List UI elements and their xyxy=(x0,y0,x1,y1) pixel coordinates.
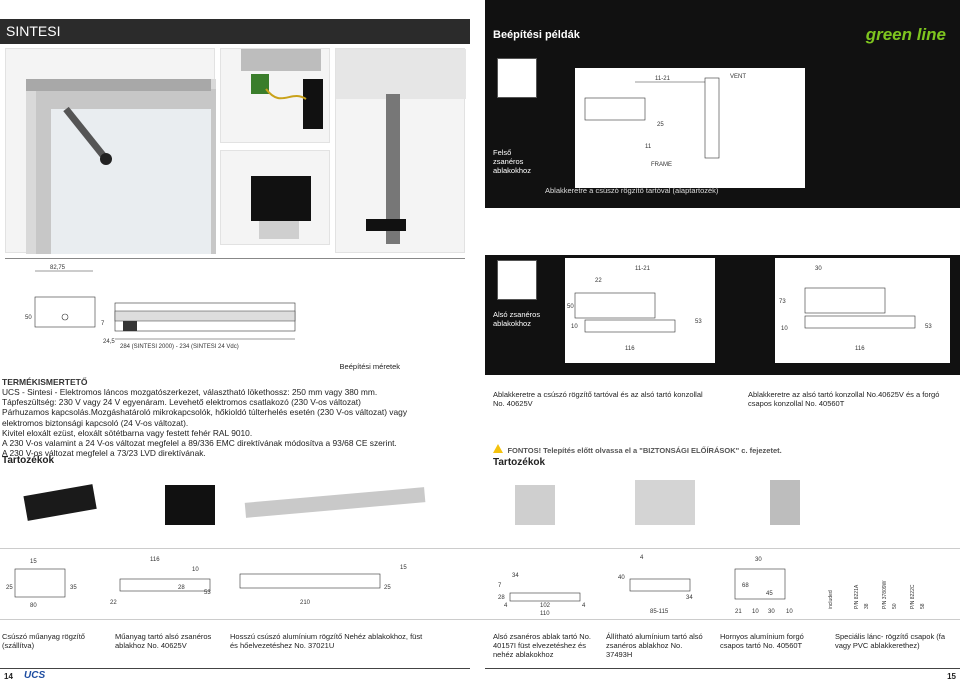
lower-b-dim-3: 10 xyxy=(781,326,788,332)
window-photo-illustration xyxy=(6,49,216,254)
acc0-dim-0: 15 xyxy=(30,559,37,565)
acc3-dim-0: 34 xyxy=(512,573,519,579)
accessory-caption-4: Állítható alumínium tartó alsó zsanéros ablakhoz No. 37493H xyxy=(606,632,703,659)
warning-text: FONTOS! Telepítés előtt olvassa el a "BIZTONSÁGI ELŐÍRÁSOK" c. fejezetet. xyxy=(507,446,782,455)
lower-a-dim-1: 11-21 xyxy=(635,266,650,272)
motor-illustration xyxy=(221,49,331,144)
acc6-dim-0: included xyxy=(828,590,834,609)
chain-photo xyxy=(335,48,465,253)
acc5-dim-6: 10 xyxy=(786,609,793,615)
drawing-caption: Beépítési méretek xyxy=(339,362,400,371)
upper-hinged-panel xyxy=(485,48,960,208)
lower-drawing-a-svg xyxy=(565,258,715,363)
accessories-title-right: Tartozékok xyxy=(493,457,546,468)
accessory-caption-1: Műanyag tartó alsó zsanéros ablakhoz No. 40625V xyxy=(115,632,212,650)
accessory-drawings xyxy=(0,548,960,620)
bracket-illustration xyxy=(221,151,331,246)
acc5-dim-4: 10 xyxy=(752,609,759,615)
acc4-dim-2: 34 xyxy=(686,595,693,601)
acc6-dim-3: P/N 37809W xyxy=(882,580,888,609)
footer-rule-right xyxy=(485,668,960,669)
lower-caption-a: Ablakkeretre a csúszó rögzítő tartóval és az alsó tartó konzollal No. 40625V xyxy=(493,390,703,408)
acc4-dim-1: 40 xyxy=(618,575,625,581)
right-header-bar xyxy=(485,0,960,48)
upper-dim-2: 11 xyxy=(645,144,652,150)
chain-illustration xyxy=(336,49,466,254)
accessory-caption-3: Alsó zsanéros ablak tartó No. 40157I füst elvezetéshez és nehéz ablakokhoz xyxy=(493,632,591,659)
left-header-bar xyxy=(0,19,470,44)
lower-a-dim-6: 116 xyxy=(625,346,635,352)
upper-window-icon xyxy=(497,58,537,98)
lower-b-dim-1: 30 xyxy=(815,266,822,272)
upper-dim-frame: FRAME xyxy=(651,162,672,168)
acc1-dim-3: 28 xyxy=(178,585,185,591)
acc1-dim-0: 116 xyxy=(150,557,160,563)
acc0-dim-3: 35 xyxy=(70,585,77,591)
accessory-caption-0: Csúszó műanyag rögzítő (szállítva) xyxy=(2,632,85,650)
acc4-dim-3: 85-115 xyxy=(650,609,669,615)
lower-caption-b: Ablakkeretre az alsó tartó konzollal No.40625V és a forgó csapos konzollal No. 40560T xyxy=(748,390,940,408)
lower-window-icon xyxy=(497,260,537,300)
dim-offset: 7 xyxy=(101,321,105,327)
accessory-caption-2: Hosszú csúszó alumínium rögzítő Nehéz ablakokhoz, füst és hőelvezetéshez No. 37021U xyxy=(230,632,423,650)
spec-line-2: Párhuzamos kapcsolás.Mozgáshatároló mikrokapcsolók, hőkioldó túlterhelés esetén (230 V-os változat) vagy xyxy=(2,407,408,418)
acc5-dim-5: 30 xyxy=(768,609,775,615)
acc6-dim-4: 50 xyxy=(892,603,898,609)
upper-dim-vent: VENT xyxy=(730,74,747,80)
accessory-drawings-svg xyxy=(0,549,960,621)
spec-line-3: elektromos biztonsági kapcsoló (24 V-os változat). xyxy=(2,417,189,428)
installation-dimensions-drawing xyxy=(5,258,465,350)
motor-photo xyxy=(220,48,330,143)
ucs-logo: UCS xyxy=(24,670,46,681)
acc1-dim-2: 22 xyxy=(110,600,117,606)
dim-length: 284 (SINTESI 2000) - 234 (SINTESI 24 Vdc) xyxy=(120,344,239,350)
acc6-dim-2: 38 xyxy=(864,603,870,609)
acc4-dim-0: 4 xyxy=(640,555,644,561)
acc6-dim-5: P/N 8222C xyxy=(910,584,916,609)
upper-drawing-svg xyxy=(575,68,805,188)
section-title: Beépítési példák xyxy=(493,29,580,41)
acc5-dim-0: 30 xyxy=(755,557,762,563)
acc3-dim-1: 7 xyxy=(498,583,502,589)
lower-drawing-b-svg xyxy=(775,258,950,363)
spec-line-5: A 230 V-os valamint a 24 V-os változat megfelel a 89/336 EMC direktívának módosítva a 93/68 CE szerint. xyxy=(2,438,397,449)
acc5-dim-1: 68 xyxy=(742,583,749,589)
actuator-side-drawing xyxy=(5,259,465,351)
page-title: SINTESI xyxy=(6,23,61,39)
acc3-dim-5: 110 xyxy=(540,611,550,617)
acc0-dim-1: 25 xyxy=(6,585,13,591)
acc5-dim-2: 45 xyxy=(766,591,773,597)
upper-caption: Ablakkeretre a csúszó rögzítő tartóval (alaptartozék) xyxy=(545,186,719,195)
upper-label-text: Felső zsanéros ablakokhoz xyxy=(493,148,531,175)
acc3-dim-2: 28 xyxy=(498,595,505,601)
spec-line-4: Kivitel eloxált ezüst, eloxált sötétbarna vagy festett fehér RAL 9010. xyxy=(2,427,253,438)
brand-logo: green line xyxy=(865,25,946,44)
acc2-dim-1: 210 xyxy=(300,600,311,606)
spec-line-6: A 230 V-os változat megfelel a 73/23 LVD direktívának. xyxy=(2,448,206,459)
lower-b-dim-5: 116 xyxy=(855,346,865,352)
lower-a-dim-5: 53 xyxy=(695,319,702,325)
lower-hinged-panel xyxy=(485,255,960,375)
lower-drawing-a xyxy=(565,258,715,363)
footer-rule-left xyxy=(0,668,470,669)
upper-dim-1: 11-21 xyxy=(655,76,670,82)
spec-line-1: Tápfeszültség: 230 V vagy 24 V egyenáram. Levehető elektromos csatlakozó (230 V-os változat) xyxy=(2,397,361,408)
accessories-title-left: Tartozékok xyxy=(2,455,55,466)
dim-height: 50 xyxy=(25,315,32,321)
warning-note xyxy=(493,440,953,458)
accessory-photos xyxy=(5,470,955,540)
page-number-right: 15 xyxy=(947,672,956,681)
acc6-dim-1: P/N 8221A xyxy=(854,584,860,609)
acc1-dim-1: 10 xyxy=(192,567,199,573)
acc5-dim-3: 21 xyxy=(735,609,742,615)
acc2-dim-2: 25 xyxy=(384,585,391,591)
lower-label-text: Alsó zsanéros ablakokhoz xyxy=(493,310,541,328)
acc6-dim-6: 58 xyxy=(920,603,926,609)
dim-24-5: 24,5 xyxy=(103,339,115,345)
page-number-left: 14 xyxy=(4,672,13,681)
acc0-dim-2: 80 xyxy=(30,603,37,609)
acc2-dim-0: 15 xyxy=(400,565,407,571)
lower-a-dim-3: 50 xyxy=(567,304,574,310)
window-actuator-photo xyxy=(5,48,215,253)
acc3-dim-3: 4 xyxy=(504,603,508,609)
lower-a-dim-2: 22 xyxy=(595,278,602,284)
lower-b-dim-2: 73 xyxy=(779,299,786,305)
dim-width: 82,75 xyxy=(50,265,66,271)
bracket-photo xyxy=(220,150,330,245)
upper-dim-3: 25 xyxy=(657,122,664,128)
lower-b-dim-4: 53 xyxy=(925,324,932,330)
upper-drawing xyxy=(575,68,805,188)
acc1-dim-4: 53 xyxy=(204,590,211,596)
accessory-caption-5: Hornyos alumínium forgó csapos tartó No. 40560T xyxy=(720,632,804,650)
product-description xyxy=(2,377,472,458)
acc3-dim-6: 4 xyxy=(582,603,586,609)
spec-title: TERMÉKISMERTETŐ xyxy=(2,377,88,387)
accessory-caption-6: Speciális lánc- rögzítő csapok (fa vagy PVC ablakkerethez) xyxy=(835,632,946,650)
acc3-dim-4: 102 xyxy=(540,603,551,609)
lower-drawing-b xyxy=(775,258,950,363)
lower-a-dim-4: 10 xyxy=(571,324,578,330)
spec-line-0: UCS - Sintesi - Elektromos láncos mozgatószerkezet, választható lökethossz: 250 mm vagy 380 mm. xyxy=(2,387,378,397)
accessory-photos-svg xyxy=(5,470,955,540)
warning-icon xyxy=(493,444,503,453)
